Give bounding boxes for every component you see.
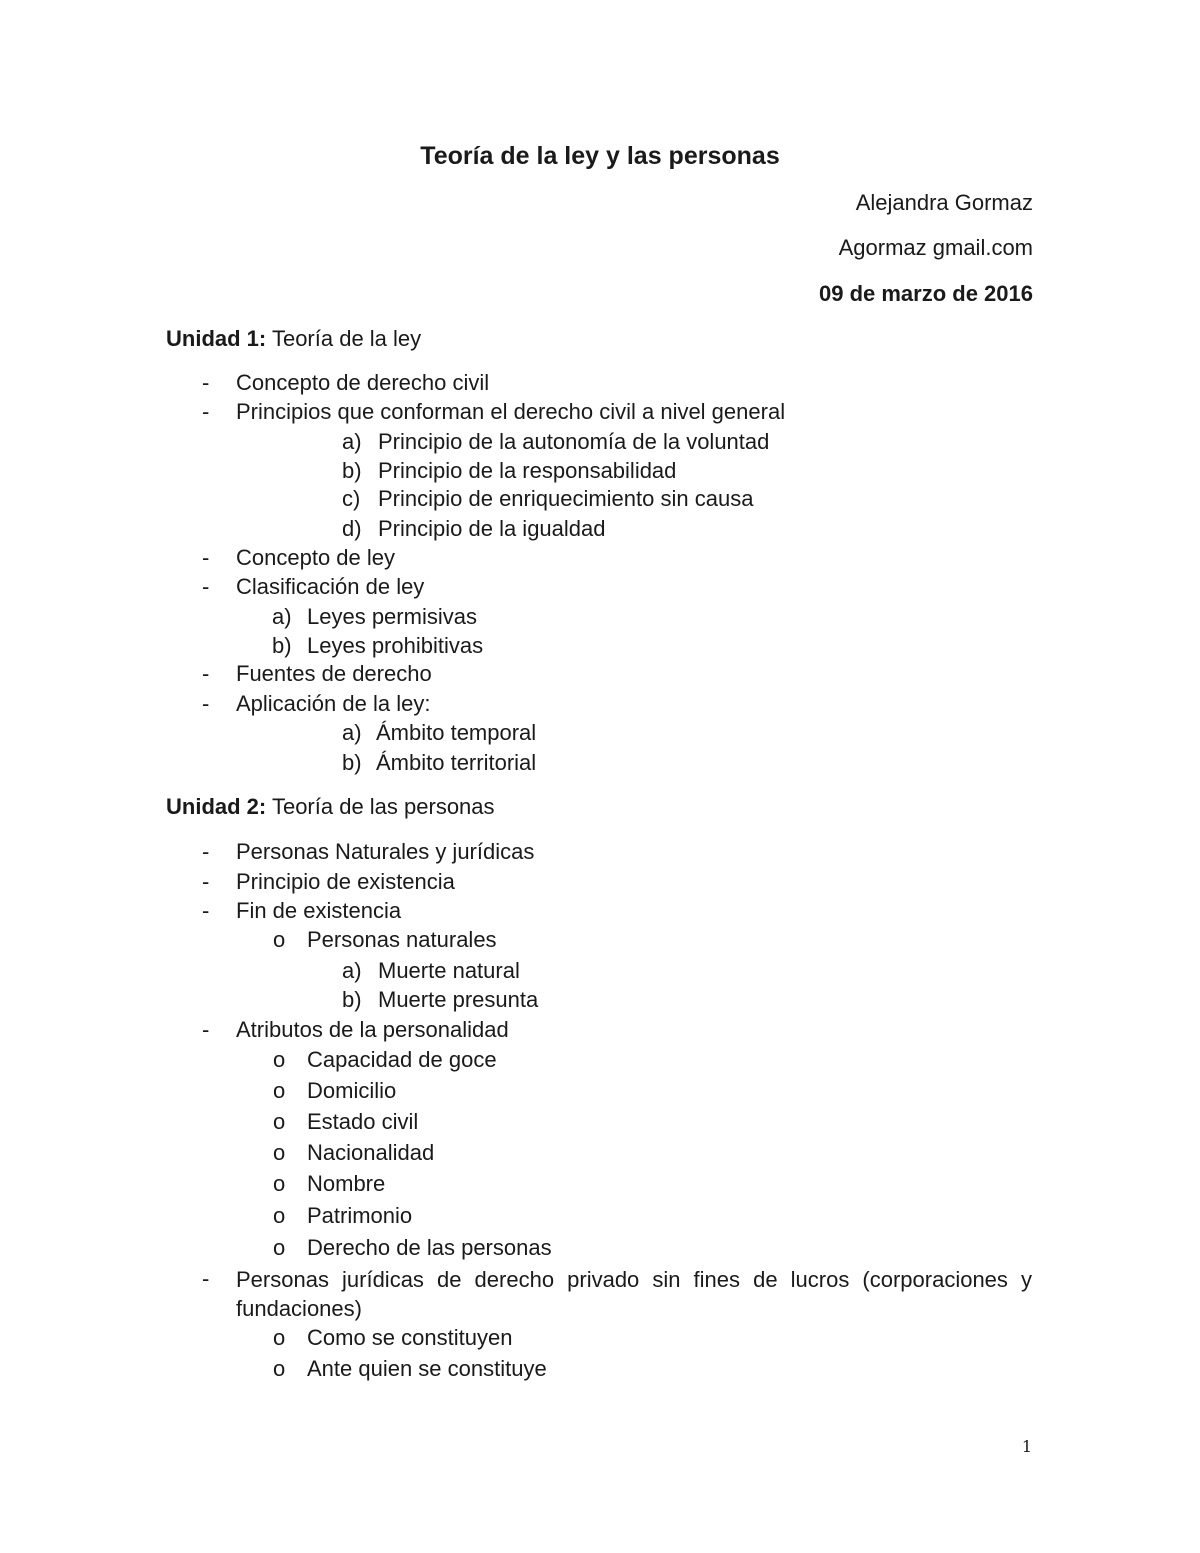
list-item: Muerte presunta: [378, 987, 539, 1012]
list-marker: -: [202, 661, 210, 686]
list-item: Principio de existencia: [236, 869, 455, 894]
list-item: Capacidad de goce: [307, 1047, 497, 1072]
list-marker: -: [202, 691, 210, 716]
document-title: Teoría de la ley y las personas: [420, 142, 780, 170]
list-marker: -: [202, 869, 210, 894]
list-item: Ámbito temporal: [376, 720, 537, 745]
list-item: Fin de existencia: [236, 898, 402, 923]
list-item: Principio de enriquecimiento sin causa: [378, 486, 754, 511]
list-item: Nacionalidad: [307, 1140, 435, 1165]
list-item: Atributos de la personalidad: [236, 1017, 509, 1042]
list-marker: o: [273, 1325, 286, 1350]
list-item: Clasificación de ley: [236, 574, 425, 599]
list-marker: -: [202, 1266, 210, 1291]
author-email: Agormaz gmail.com: [838, 235, 1033, 260]
list-item: Aplicación de la ley:: [236, 691, 431, 716]
list-marker: -: [202, 1017, 210, 1042]
list-item: Patrimonio: [307, 1203, 413, 1228]
author-name: Alejandra Gormaz: [855, 190, 1033, 215]
list-item: Leyes prohibitivas: [307, 633, 484, 658]
list-marker: d): [342, 516, 362, 541]
list-marker: o: [273, 1203, 286, 1228]
list-marker: o: [273, 1047, 286, 1072]
list-marker: b): [342, 458, 362, 483]
unit-2-name: Teoría de las personas: [271, 794, 495, 819]
list-item: Principio de la igualdad: [378, 516, 606, 541]
list-marker: a): [342, 720, 362, 745]
list-item: Principio de la responsabilidad: [378, 458, 677, 483]
unit-2-label: Unidad 2:: [166, 794, 267, 819]
unit-1-label: Unidad 1:: [166, 326, 267, 351]
document-date: 09 de marzo de 2016: [818, 281, 1033, 306]
list-item: Nombre: [307, 1171, 386, 1196]
unit-2-heading: [166, 793, 495, 821]
list-marker: -: [202, 370, 210, 395]
unit-1-name: Teoría de la ley: [271, 326, 422, 351]
list-item: Personas naturales: [307, 927, 497, 952]
list-marker: o: [273, 1356, 286, 1381]
list-item: Fuentes de derecho: [236, 661, 432, 686]
list-marker: b): [272, 633, 292, 658]
list-item: Estado civil: [307, 1109, 419, 1134]
list-marker: o: [273, 1109, 286, 1134]
list-marker: o: [273, 1078, 286, 1103]
list-marker: a): [342, 429, 362, 454]
list-marker: -: [202, 574, 210, 599]
list-marker: -: [202, 399, 210, 424]
list-item: Muerte natural: [378, 958, 520, 983]
list-marker: -: [202, 545, 210, 570]
list-item: Personas jurídicas de derecho privado sin fines de lucros (corporaciones y fundaciones): [236, 1267, 1032, 1321]
list-marker: c): [342, 486, 361, 511]
list-marker: -: [202, 839, 210, 864]
list-item: Derecho de las personas: [307, 1235, 552, 1260]
list-item: Concepto de derecho civil: [236, 370, 490, 395]
page-number: 1: [1021, 1437, 1032, 1456]
list-marker: o: [273, 927, 286, 952]
unit-1-heading: [166, 325, 421, 353]
list-item: Leyes permisivas: [307, 604, 477, 629]
list-item: Domicilio: [307, 1078, 397, 1103]
list-marker: a): [342, 958, 362, 983]
list-marker: a): [272, 604, 292, 629]
list-item: Concepto de ley: [236, 545, 395, 570]
list-item: Principio de la autonomía de la voluntad: [378, 429, 770, 454]
list-marker: b): [342, 987, 362, 1012]
list-item: Personas Naturales y jurídicas: [236, 839, 535, 864]
list-item: Ante quien se constituye: [307, 1356, 547, 1381]
list-marker: -: [202, 898, 210, 923]
list-marker: o: [273, 1235, 286, 1260]
list-marker: b): [342, 750, 362, 775]
list-marker: o: [273, 1171, 286, 1196]
list-marker: o: [273, 1140, 286, 1165]
list-item: Principios que conforman el derecho civil a nivel general: [236, 399, 786, 424]
list-item: Como se constituyen: [307, 1325, 513, 1350]
list-item: Ámbito territorial: [376, 750, 537, 775]
